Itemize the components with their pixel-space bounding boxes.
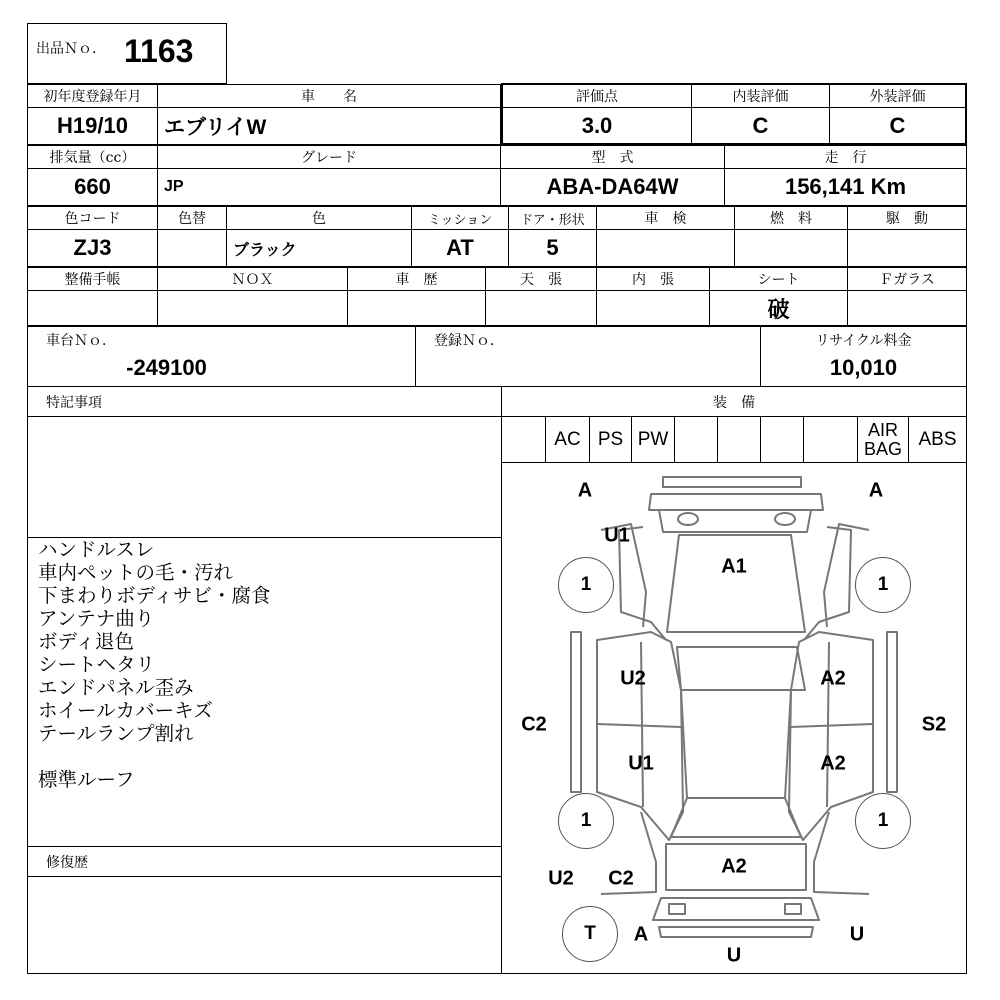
maintenance-value [27, 290, 158, 326]
damage-label: S2 [921, 713, 947, 736]
color-change-label: 色替 [157, 206, 227, 230]
damage-label: A [577, 479, 593, 502]
f-glass-value [847, 290, 967, 326]
lot-number-value: 1163 [124, 32, 194, 69]
remarks-list [27, 537, 502, 847]
recycle-value: 10,010 [760, 350, 967, 387]
mileage-label: 走 行 [724, 145, 967, 169]
spare-tire-icon: T [562, 906, 618, 962]
damage-label: U1 [604, 524, 630, 547]
doors-label: ドア・形状 [508, 206, 597, 230]
history-value [347, 290, 486, 326]
transmission-label: ミッション [411, 206, 509, 230]
fuel-label: 燃 料 [734, 206, 848, 230]
seat-label: シート [709, 267, 848, 291]
damage-label: U [726, 944, 742, 967]
maintenance-label: 整備手帳 [27, 267, 158, 291]
equipment-slot-empty [717, 416, 761, 463]
remarks-blank-area [27, 416, 502, 538]
equipment-slot-empty [760, 416, 804, 463]
damage-label: U2 [548, 867, 574, 890]
damage-label: U [849, 923, 865, 946]
sunroof-value [485, 290, 597, 326]
transmission-value: AT [411, 229, 509, 267]
grade-label: グレード [157, 145, 501, 169]
remarks-label: 特記事項 [27, 386, 502, 417]
remarks-line: 標準ルーフ [38, 768, 135, 791]
model-label: 型 式 [500, 145, 725, 169]
drive-value [847, 229, 967, 267]
equipment-ps: PS [589, 416, 632, 463]
chassis-value: -249100 [27, 350, 416, 387]
equipment-row [501, 416, 967, 463]
remarks-line: ボディ退色 [38, 630, 134, 653]
equipment-ac: AC [545, 416, 590, 463]
score-label: 評価点 [503, 85, 692, 108]
remarks-line: ハンドルスレ [38, 538, 155, 561]
color-value: ブラック [226, 229, 412, 267]
color-code-label: 色コード [27, 206, 158, 230]
repair-history-label: 修復歴 [27, 846, 502, 877]
damage-label: U2 [620, 667, 646, 690]
sunroof-label: 天 張 [485, 267, 597, 291]
mileage-value: 156,141 Km [724, 168, 967, 206]
car-diagram-icon [501, 462, 967, 974]
seat-value: 破 [709, 290, 848, 326]
registration-label: 登録Ｎｏ． [415, 326, 761, 352]
doors-value: 5 [508, 229, 597, 267]
interior-ceiling-value [596, 290, 710, 326]
inspection-value [596, 229, 735, 267]
car-name-label: 車 名 [157, 84, 501, 108]
recycle-label: リサイクル料金 [760, 326, 967, 352]
grade-value: JP [157, 168, 501, 206]
remarks-line: アンテナ曲り [38, 607, 155, 630]
color-label: 色 [226, 206, 412, 230]
color-code-value: ZJ3 [27, 229, 158, 267]
lot-number-label: 出品Ｎｏ． [36, 41, 106, 57]
car-name-value: エブリイW [157, 107, 501, 145]
equipment-slot-empty [674, 416, 718, 463]
first-registration-value: H19/10 [27, 107, 158, 145]
history-label: 車 歴 [347, 267, 486, 291]
equipment-pw: PW [631, 416, 675, 463]
remarks-line: ホイールカバーキズ [38, 699, 213, 722]
displacement-value: 660 [27, 168, 158, 206]
damage-label: A [633, 923, 649, 946]
repair-history-area [27, 876, 502, 974]
nox-value [157, 290, 348, 326]
model-value: ABA-DA64W [500, 168, 725, 206]
inspection-label: 車 検 [596, 206, 735, 230]
nox-label: ＮＯＸ [157, 267, 348, 291]
equipment-slot-empty [803, 416, 858, 463]
tire-rear-right-icon: 1 [855, 793, 911, 849]
drive-label: 駆 動 [847, 206, 967, 230]
damage-label: A2 [721, 855, 747, 878]
interior-ceiling-label: 内 張 [596, 267, 710, 291]
damage-label: C2 [608, 867, 634, 890]
damage-label: A2 [820, 667, 846, 690]
remarks-line: エンドパネル歪み [38, 676, 194, 699]
damage-label: C2 [521, 713, 547, 736]
equipment-slot-empty [501, 416, 546, 463]
remarks-line: テールランプ割れ [38, 722, 194, 745]
displacement-label: 排気量（cc） [27, 145, 158, 169]
damage-label: A2 [820, 752, 846, 775]
equipment-airbag: AIR BAG [857, 416, 909, 463]
tire-front-left-icon: 1 [558, 557, 614, 613]
color-change-value [157, 229, 227, 267]
interior-score-value: C [691, 107, 830, 143]
lot-number-box [27, 23, 227, 84]
equipment-label: 装 備 [501, 386, 967, 417]
exterior-score-label: 外装評価 [829, 85, 965, 108]
damage-label: A [868, 479, 884, 502]
registration-value [415, 350, 761, 387]
score-value: 3.0 [503, 107, 692, 143]
damage-label: U1 [628, 752, 654, 775]
chassis-label: 車台Ｎｏ． [27, 326, 416, 352]
fuel-value [734, 229, 848, 267]
remarks-line: 下まわりボディサビ・腐食 [38, 584, 271, 607]
interior-score-label: 内装評価 [691, 85, 830, 108]
damage-label: A1 [721, 555, 747, 578]
equipment-abs: ABS [908, 416, 967, 463]
exterior-score-value: C [829, 107, 965, 143]
tire-rear-left-icon: 1 [558, 793, 614, 849]
remarks-line: 車内ペットの毛・汚れ [38, 561, 234, 584]
tire-front-right-icon: 1 [855, 557, 911, 613]
remarks-line: シートヘタリ [38, 653, 156, 676]
remarks-line [38, 745, 501, 768]
first-registration-label: 初年度登録年月 [27, 84, 158, 108]
f-glass-label: Ｆガラス [847, 267, 967, 291]
